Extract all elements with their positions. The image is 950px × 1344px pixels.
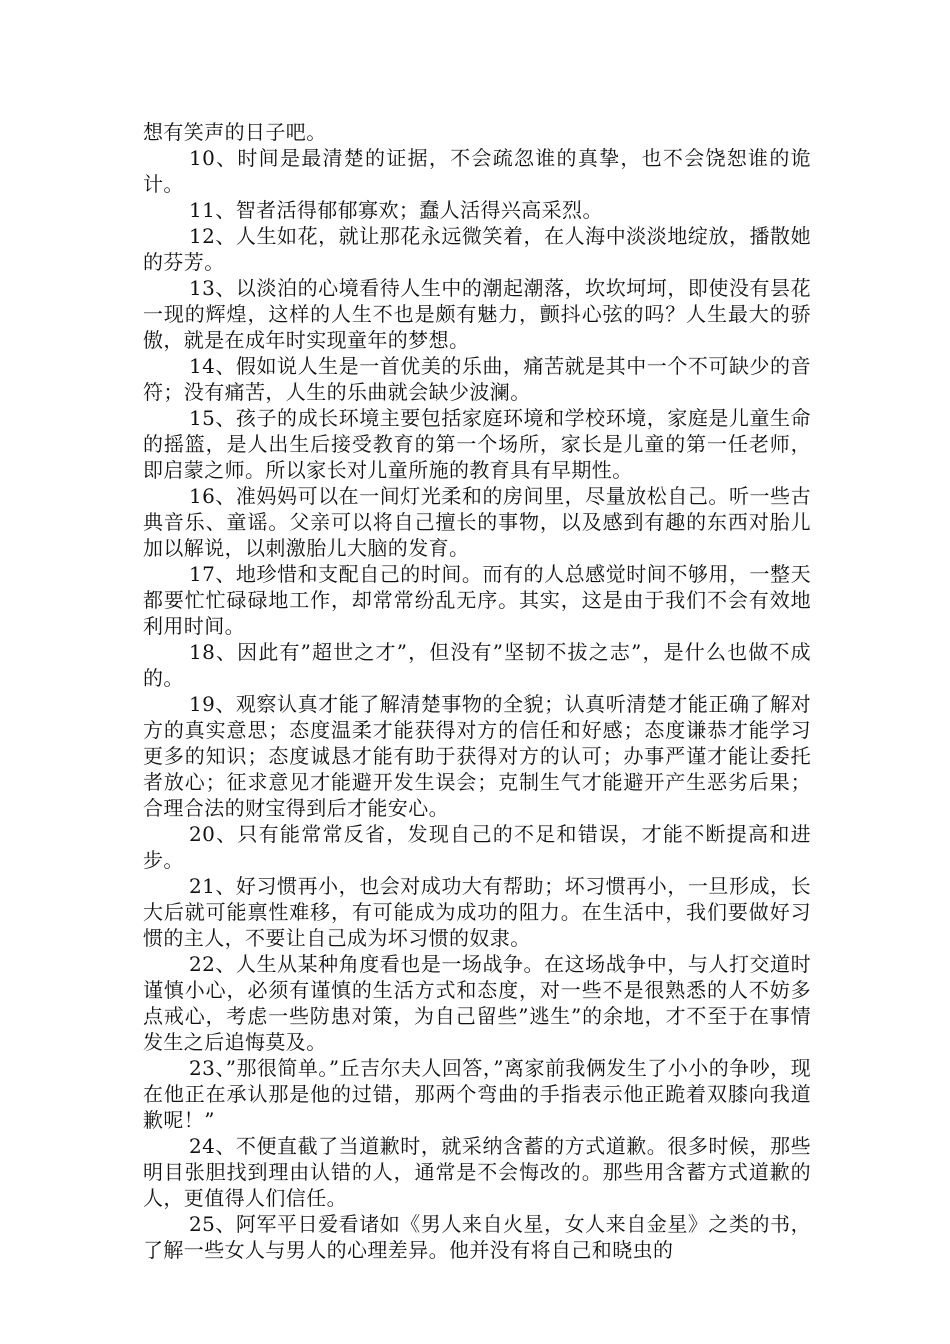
paragraph-15: 15、孩子的成长环境主要包括家庭环境和学校环境，家庭是儿童生命的摇篮，是人出生后接受教育的第一个场所，家长是儿童的第一任老师，即启蒙之师。所以家长对儿童所施的教育具有早期性。 xyxy=(143,406,811,482)
paragraph-19: 19、观察认真才能了解清楚事物的全貌；认真听清楚才能正确了解对方的真实意思；态度温柔才能获得对方的信任和好感；态度谦恭才能学习更多的知识；态度诚恳才能有助于获得对方的认可；办事严谨才能让委托者放心；征求意见才能避开发生误会；克制生气才能避开产生恶劣后果；合理合法的财宝得到后才能安心。 xyxy=(143,692,811,820)
paragraph-10: 10、时间是最清楚的证据，不会疏忽谁的真挚，也不会饶恕谁的诡计。 xyxy=(143,146,811,196)
paragraph-21: 21、好习惯再小，也会对成功大有帮助；坏习惯再小，一旦形成，长大后就可能禀性难移，有可能成为成功的阻力。在生活中，我们要做好习惯的主人，不要让自己成为坏习惯的奴隶。 xyxy=(143,874,811,950)
paragraph-17: 17、地珍惜和支配自己的时间。而有的人总感觉时间不够用，一整天都要忙忙碌碌地工作，却常常纷乱无序。其实，这是由于我们不会有效地利用时间。 xyxy=(143,562,811,638)
paragraph-12: 12、人生如花，就让那花永远微笑着，在人海中淡淡地绽放，播散她的芬芳。 xyxy=(143,224,811,274)
paragraph-continuation: 想有笑声的日子吧。 xyxy=(143,120,327,144)
paragraph-20: 20、只有能常常反省，发现自己的不足和错误，才能不断提高和进步。 xyxy=(143,822,811,872)
paragraph-22: 22、人生从某种角度看也是一场战争。在这场战争中，与人打交道时谨慎小心，必须有谨慎的生活方式和态度，对一些不是很熟悉的人不妨多点戒心，考虑一些防患对策，为自己留些”逃生”的余地，才不至于在事情发生之后追悔莫及。 xyxy=(143,952,811,1054)
paragraph-23: 23、”那很简单。”丘吉尔夫人回答，”离家前我俩发生了小小的争吵，现在他正在承认那是他的过错，那两个弯曲的手指表示他正跪着双膝向我道歉呢！” xyxy=(143,1056,811,1132)
paragraph-13: 13、以淡泊的心境看待人生中的潮起潮落，坎坎坷坷，即使没有昙花一现的辉煌，这样的人生不也是颇有魅力，颤抖心弦的吗？人生最大的骄傲，就是在成年时实现童年的梦想。 xyxy=(143,276,811,352)
paragraph-14: 14、假如说人生是一首优美的乐曲，痛苦就是其中一个不可缺少的音符；没有痛苦，人生的乐曲就会缺少波澜。 xyxy=(143,354,811,404)
paragraph-24: 24、不便直截了当道歉时，就采纳含蓄的方式道歉。很多时候，那些明目张胆找到理由认错的人，通常是不会悔改的。那些用含蓄方式道歉的人，更值得人们信任。 xyxy=(143,1134,811,1210)
paragraph-18: 18、因此有”超世之才”，但没有”坚韧不拔之志”，是什么也做不成的。 xyxy=(143,640,811,690)
paragraph-11: 11、智者活得郁郁寡欢；蠢人活得兴高采烈。 xyxy=(189,198,603,222)
document-body xyxy=(143,119,811,1263)
paragraph-16: 16、准妈妈可以在一间灯光柔和的房间里，尽量放松自己。听一些古典音乐、童谣。父亲可以将自己擅长的事物，以及感到有趣的东西对胎儿加以解说，以刺激胎儿大脑的发育。 xyxy=(143,484,811,560)
paragraph-25: 25、阿军平日爱看诸如《男人来自火星，女人来自金星》之类的书，了解一些女人与男人的心理差异。他并没有将自己和晓虫的 xyxy=(143,1212,811,1262)
